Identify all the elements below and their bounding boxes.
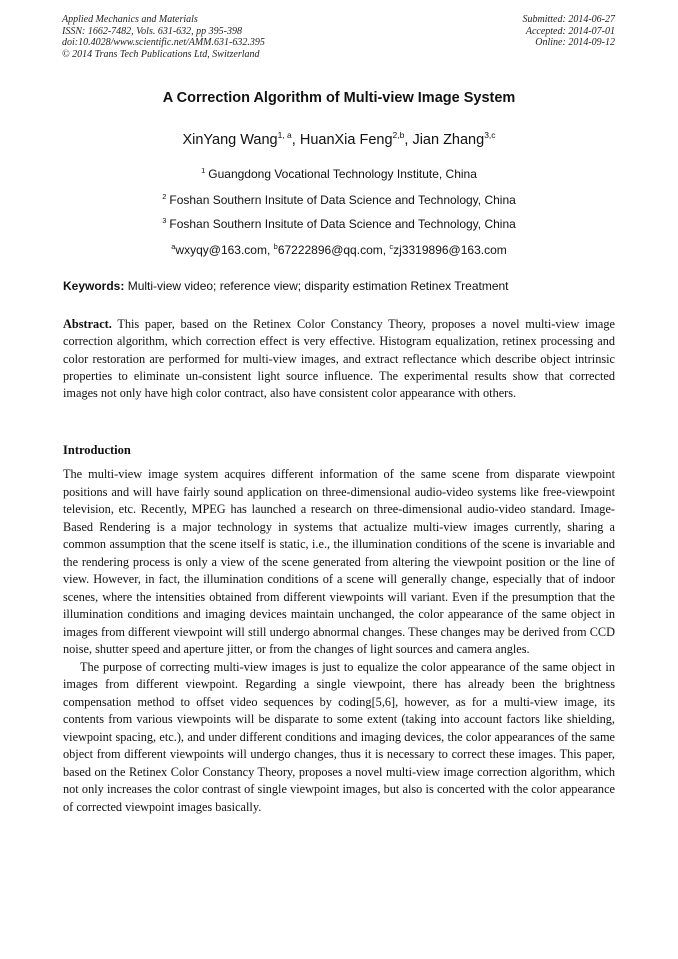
author-superscript: 1, a	[277, 130, 292, 140]
abstract	[63, 316, 615, 402]
keywords-text: Multi-view video; reference view; disparity estimation Retinex Treatment	[124, 279, 509, 293]
paragraph: The purpose of correcting multi-view images is just to equalize the color appearance of the same object in images from different viewpoint. Regarding a single viewpoint, there has already been the brightness compensation method to offset video sequences by coding[5,6], however, as for a multi-view image, its contents from various viewpoints will be disparate to some extent (taking into account factors like shielding, viewpoint spacing, etc.), and under different conditions and imaging devices, the color appearances of the same object from different viewpoints will undergo changes, thus it is necessary to correct these images. This paper, based on the Retinex Color Constancy Theory, proposes a novel multi-view image correction algorithm, which not only increases the color contrast of single viewpoint images, but also is concerted with the color appearance of corrected viewpoint images basically.	[63, 659, 615, 814]
author-separator: ,	[291, 132, 300, 148]
online-date: Online: 2014-09-12	[535, 37, 615, 48]
paragraph: The multi-view image system acquires different information of the same scene from disparate viewpoint positions and will have fairly sound application on three-dimensional audio-video systems like free-viewpoint television, etc. Recently, MPEG has launched a research on three-dimensional audio-video standard. Image-Based Rendering is a major technology in systems that actualize multi-view images currently, sharing a common assumption that the scene itself is static, i.e., the illumination conditions of the scene is invariable and the rendering process is only a view of the scene generated from altering the viewpoint position or the line of view. However, in fact, the illumination conditions of a scene will generally change, especially that of indoor scenes, where the intensities obtained from different viewpoints will variant. Even if the presumption that the illumination conditions and imaging devices maintain unchanged, the color appearance of the same object in images from different viewpoint will still undergo abnormal changes. These changes may be derived from CCD noise, shutter speed and aperture jitter, or from the changes of light sources and camera angles.	[63, 467, 615, 656]
journal-header-right	[523, 14, 616, 49]
doi-line: doi:10.4028/www.scientific.net/AMM.631-632.395	[62, 37, 265, 48]
affiliation-number: 1	[201, 166, 206, 175]
affiliation-number: 3	[162, 216, 167, 225]
author-superscript: 2,b	[392, 130, 405, 140]
author-separator: ,	[404, 132, 413, 148]
author-name: HuanXia Feng	[299, 132, 393, 148]
email-address[interactable]: wxyqy@163.com,	[175, 243, 274, 257]
section-heading-introduction: Introduction	[63, 443, 131, 457]
author-name: XinYang Wang	[182, 132, 278, 148]
affiliation-text: Foshan Southern Insitute of Data Science and Technology, China	[169, 193, 516, 207]
affiliation-number: 2	[162, 192, 167, 201]
affiliation-text: Guangdong Vocational Technology Institute, China	[208, 167, 477, 181]
introduction-body	[63, 466, 615, 816]
email-superscript: a	[171, 242, 176, 251]
affiliation-2	[0, 192, 678, 207]
author-name: Jian Zhang	[412, 132, 485, 148]
affiliation-3	[0, 216, 678, 231]
keywords-label: Keywords:	[63, 279, 125, 293]
keywords	[63, 279, 615, 293]
accepted-date: Accepted: 2014-07-01	[525, 25, 615, 37]
journal-name: Applied Mechanics and Materials	[62, 14, 198, 25]
submitted-date: Submitted: 2014-06-27	[522, 14, 615, 25]
affiliation-text: Foshan Southern Insitute of Data Science and Technology, China	[169, 217, 516, 231]
journal-header-left	[62, 14, 265, 60]
copyright-line: © 2014 Trans Tech Publications Ltd, Switzerland	[62, 48, 260, 60]
email-superscript: b	[273, 242, 278, 251]
email-superscript: c	[389, 242, 394, 251]
paper-title: A Correction Algorithm of Multi-view Image System	[162, 90, 516, 106]
affiliation-1	[0, 166, 678, 181]
email-address[interactable]: zj3319896@163.com	[393, 243, 507, 257]
abstract-label: Abstract.	[63, 317, 112, 331]
email-list	[0, 242, 678, 257]
author-superscript: 3,c	[484, 130, 496, 140]
author-list	[0, 130, 678, 148]
issn-line: ISSN: 1662-7482, Vols. 631-632, pp 395-398	[62, 25, 242, 37]
abstract-text: This paper, based on the Retinex Color Constancy Theory, proposes a novel multi-view image correction algorithm, which correction effect is very effective. Histogram equalization, retinex processing and color restoration are performed for multi-view images, and extract reflectance which describe object intrinsic properties to eliminate un-consistent light source influence. The experimental results show that corrected images not only have high color contract, also have consistent color appearance with others.	[63, 317, 615, 401]
email-address[interactable]: 67222896@qq.com,	[277, 243, 390, 257]
